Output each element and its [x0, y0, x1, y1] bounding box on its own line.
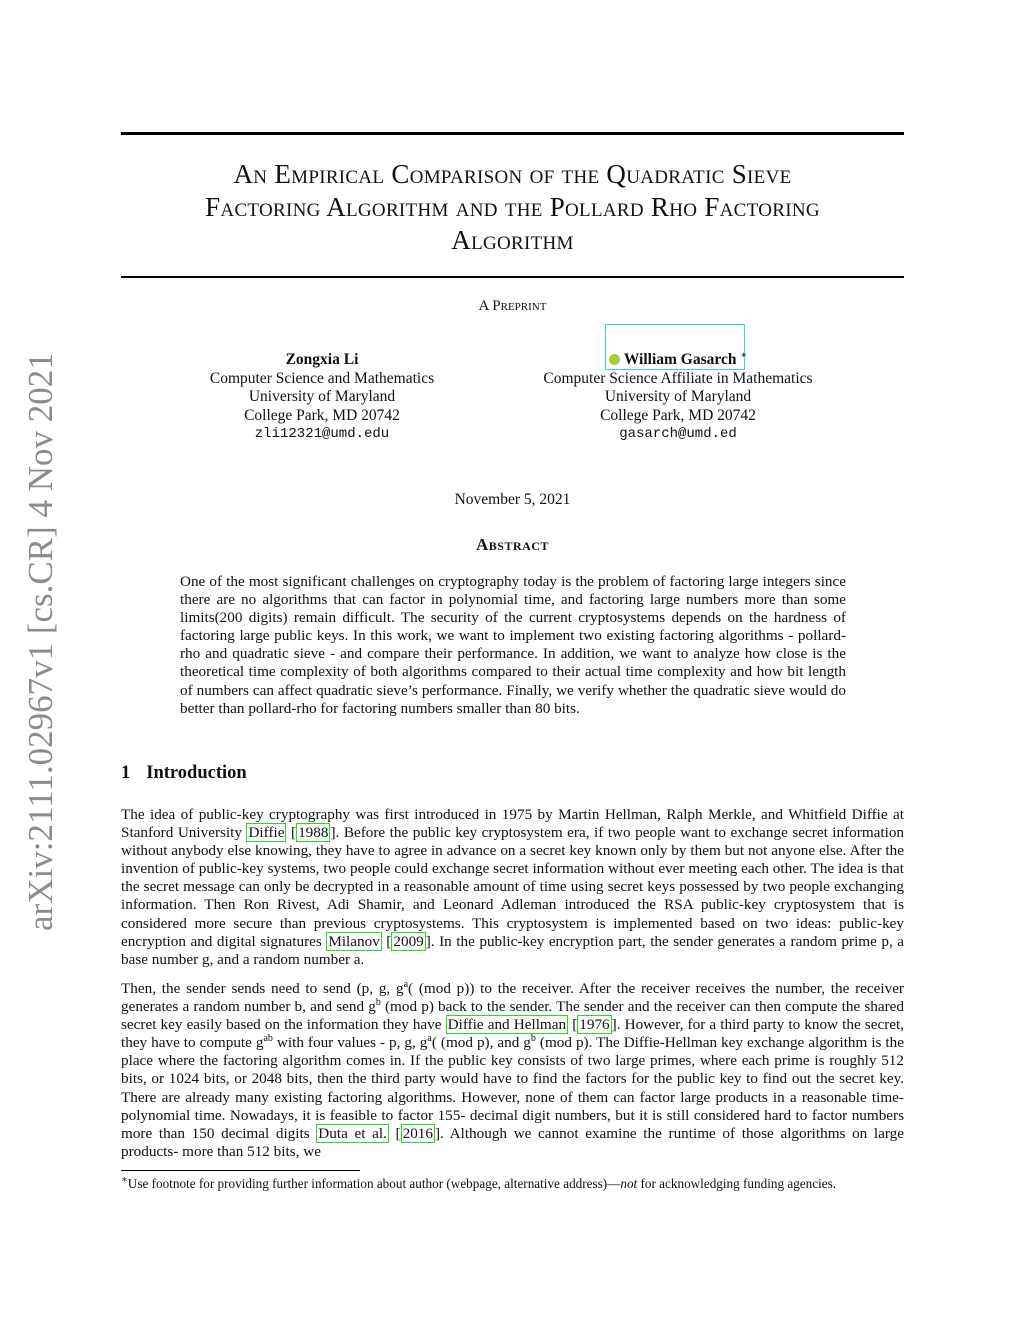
author-block-1: [196, 351, 448, 444]
paragraph-text: Then, the sender sends need to send (p, g, g: [121, 980, 404, 997]
footnote: [121, 1175, 904, 1192]
author-affiliation: Computer Science and Mathematics: [209, 369, 435, 387]
citation-link[interactable]: Milanov: [328, 932, 380, 950]
footnote-rule: [121, 1170, 360, 1171]
citation-link[interactable]: Duta et al.: [318, 1124, 387, 1142]
author-name: Zongxia Li: [285, 351, 359, 368]
superscript: ab: [263, 1033, 273, 1045]
citation-year-link[interactable]: 2016: [402, 1124, 433, 1142]
paragraph-text: ( (mod p)) to the receiver. After the receiver receives the number, the receiver generates a random number b, and send g: [121, 980, 904, 1016]
author-block-2: [527, 351, 829, 444]
title-line: An Empirical Comparison of the Quadratic Sieve: [233, 159, 792, 189]
author-email[interactable]: gasarch@umd.ed: [619, 426, 737, 442]
section-number: 1: [121, 763, 131, 783]
title-line: Algorithm: [451, 225, 574, 255]
publication-date: November 5, 2021: [454, 491, 571, 508]
superscript: a: [427, 1033, 432, 1045]
footnote-text: Use footnote for providing further information about author (webpage, alternative address)—: [127, 1176, 621, 1191]
paragraph-text: with four values - p, g, g: [272, 1034, 428, 1052]
superscript: b: [530, 1033, 536, 1045]
paragraph-text: . Although we cannot examine the runtime of those algorithms on large products- more than 512 bits, we: [121, 1124, 905, 1160]
title-top-rule: [121, 132, 904, 135]
citation-year-link[interactable]: 1976: [579, 1016, 610, 1034]
preprint-label: A Preprint: [478, 298, 547, 314]
section-title: Introduction: [146, 763, 247, 783]
paragraph-text: ( (mod p), and g: [431, 1034, 531, 1052]
footnote-emphasis: not: [620, 1176, 638, 1191]
citation-year-link[interactable]: 2009: [393, 932, 424, 950]
author-affiliation: Computer Science Affiliate in Mathematics: [543, 369, 813, 387]
intro-paragraph-2: Then, the sender sends need to send (p, g, $g^a$( (mod p)) to the receiver. After the receiver receives the number, the receiver generates a random number b, and send $g^b$ (mod p) back to the sender. The sender and the receiver can then compute the shared secret key easily based on the information they have Diffie and Hellman [ 1976 ]. However, for a third party to know the secret, they have to compute $g^{ab}$ with four values - p, g, $g^a$( (mod p), and $g^b$ (mod p). The Diffie-Hellman key exchange algorithm is the place where the factoring algorithm comes in. If the public key consists of two large primes, where each prime is roughly 512 bits, or 1024 bits, or 2048 bits, then the third party would have to find the factors for the public key to find out the secret key. There are already many existing factoring algorithms. However, none of them can factor large products in a reasonable time- polynomial time. Nowadays, it is feasible to factor 155- decimal digit numbers, but it is still considered hard to factor numbers more than 150 decimal digits Duta et al. [ 2016 ]. Although we cannot examine the runtime of those algorithms on large products- more than 512 bits, we: [121, 978, 905, 1160]
author-university: University of Maryland: [248, 388, 396, 405]
author-address: College Park, MD 20742: [600, 406, 756, 424]
abstract-heading: Abstract: [476, 535, 549, 554]
superscript: a: [403, 978, 409, 990]
paragraph-text: (mod p) back to the sender. The sender and the receiver can then compute the shared secret key easily based on the information they have: [121, 998, 904, 1034]
citation-year-link[interactable]: 1988: [298, 824, 329, 842]
title-line: Factoring Algorithm and the Pollard Rho Factoring: [205, 192, 820, 222]
paragraph-text: . In the public-key encryption part, the sender generates a random prime p, a base number g, and a random number a.: [121, 932, 905, 968]
orcid-icon[interactable]: [609, 354, 620, 365]
citation-link[interactable]: Diffie and Hellman: [447, 1016, 567, 1034]
footnote-text: for acknowledging funding agencies.: [637, 1176, 837, 1191]
paragraph-text: (mod p). The Diffie-Hellman key exchange algorithm is the place where the factoring algorithm comes in. If the public key consists of two large primes, where each prime is roughly 512 bits, or 1024 bits, or 2048 bits, then the third party would have to find the factors for the public key to find out the secret key. There are already many existing factoring algorithms. However, none of them can factor large products in a reasonable time- polynomial time. Nowadays, it is feasible to factor 155- decimal digit numbers, but it is still considered hard to factor numbers more than 150 decimal digits: [121, 1034, 904, 1142]
superscript: b: [375, 997, 381, 1009]
section-heading: [121, 763, 247, 784]
author-email[interactable]: zli12321@umd.edu: [254, 426, 390, 442]
author-university: University of Maryland: [604, 388, 752, 405]
paragraph-text: . However, for a third party to know the secret, they have to compute g: [121, 1016, 905, 1052]
paragraph-text: The idea of public-key cryptography was first introduced in 1975 by Martin Hellman, Ralph Merkle, and Whitfield Diffie at Stanford University: [121, 806, 904, 842]
paragraph-text: . Before the public key cryptosystem era, if two people want to exchange secret information without anybody else knowing, they have to agree in advance on a secret key known only by them but not anyone else. After the invention of public-key systems, two people could exchange secret information without ever meeting each other. The idea is that the secret message can only be decrypted in a reasonable amount of time using secret keys possessed by two people exchanging information. Then Ron Rivest, Adi Shamir, and Leonard Adleman introduced the RSA public-key cryptosystem that is considered more secure than previous cryptosystems. This cryptosystem is implemented based on two ideas: public-key encryption and digital signatures: [121, 824, 905, 950]
paper-title: [121, 158, 904, 257]
author-name[interactable]: William Gasarch: [623, 351, 737, 368]
arxiv-stamp: arXiv:2111.02967v1 [cs.CR] 4 Nov 2021: [21, 352, 60, 931]
author-address: College Park, MD 20742: [244, 406, 400, 424]
footnote-marker[interactable]: ∗: [740, 349, 748, 361]
title-bottom-rule: [121, 276, 904, 278]
footnote-marker: ∗: [121, 1174, 128, 1186]
abstract-text: One of the most significant challenges on cryptography today is the problem of factoring large integers since there are no algorithms that can factor in polynomial time, and factoring large numbers more than some limits(200 digits) remain difficult. The security of the current cryptosystems depends on the hardness of factoring large public keys. In this work, we want to implement two existing factoring algorithms - pollard-rho and quadratic sieve - and compare their performance. In addition, we want to analyze how close is the theoretical time complexity of both algorithms compared to their actual time complexity and how bit length of numbers can affect quadratic sieve’s performance. Finally, we verify whether the quadratic sieve would do better than pollard-rho for factoring numbers smaller than 80 bits.: [180, 573, 846, 717]
intro-paragraph-1: The idea of public-key cryptography was first introduced in 1975 by Martin Hellman, Ralph Merkle, and Whitfield Diffie at Stanford University Diffie [ 1988 ]. Before the public key cryptosystem era, if two people want to exchange secret information without anybody else knowing, they have to agree in advance on a secret key known only by them but not anyone else. After the invention of public-key systems, two people could exchange secret information without ever meeting each other. The idea is that the secret message can only be decrypted in a reasonable amount of time using secret keys possessed by two people exchanging information. Then Ron Rivest, Adi Shamir, and Leonard Adleman introduced the RSA public-key cryptosystem that is considered more secure than previous cryptosystems. This cryptosystem is implemented based on two ideas: public-key encryption and digital signatures Milanov [ 2009 ]. In the public-key encryption part, the sender generates a random prime p, a base number g, and a random number a.: [121, 806, 905, 968]
citation-link[interactable]: Diffie: [248, 824, 285, 842]
